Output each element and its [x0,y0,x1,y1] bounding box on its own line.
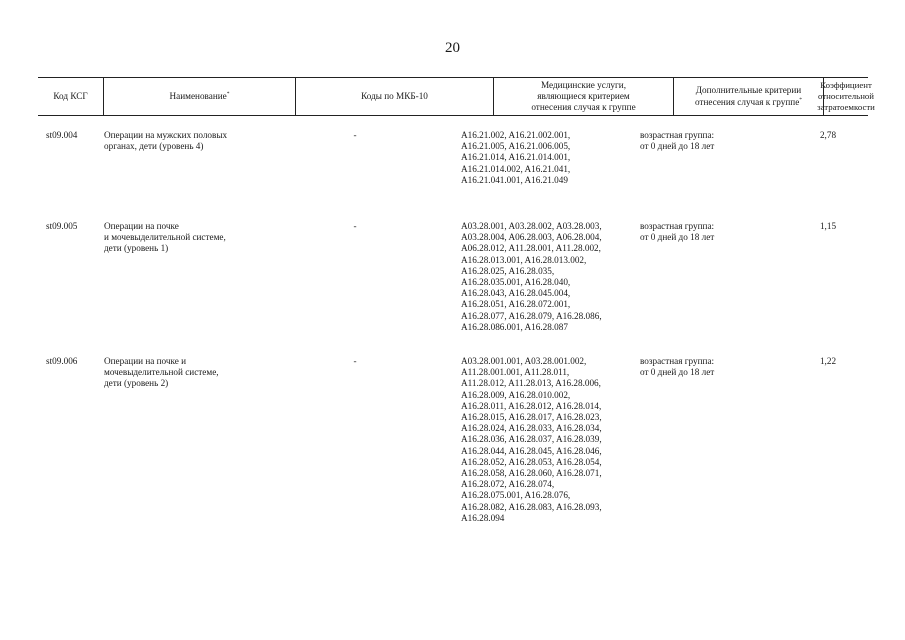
header-coef [817,78,875,115]
header-services-label: Медицинские услуги, являющиеся критерием отнесения случая к группе [531,79,636,113]
header-criteria [673,78,823,115]
row-mkb: - [353,221,357,231]
row-criteria: возрастная группа: от 0 дней до 18 лет [640,130,715,152]
row-criteria: возрастная группа: от 0 дней до 18 лет [640,356,715,378]
header-criteria-label: Дополнительные критерии отнесения случая к группе [694,85,802,107]
header-code-label: Код КСГ [53,90,88,101]
header-criteria-footnote-mark: * [799,96,803,103]
row-mkb: - [353,130,357,140]
row-services: A16.21.002, A16.21.002.001, A16.21.005, A16.21.006.005, A16.21.014, A16.21.014.001, A16.21.014.002, A16.21.041, A16.21.041.001, A16.21.049 [461,130,571,185]
header-name-label: Наименование [169,90,227,101]
row-services: A03.28.001.001, A03.28.001.002, A11.28.001.001, A11.28.011, A11.28.012, A11.28.013, A16.28.006, A16.28.009, A16.28.010.002, A16.28.011, A16.28.012, A16.28.014, A16.28.015, A16.28.017, A16.28.023, A16.28.024, A16.28.033, A16.28.034, A16.28.036, A16.28.037, A16.28.039, A16.28.044, A16.28.045, A16.28.046, A16.28.052, A16.28.053, A16.28.054, A16.28.058, A16.28.060, A16.28.071, A16.28.072, A16.28.074, A16.28.075.001, A16.28.076, A16.28.082, A16.28.083, A16.28.093, A16.28.094 [461,356,602,523]
row-mkb: - [353,356,357,366]
row-coef: 2,78 [819,130,837,140]
header-mkb [295,78,493,115]
header-services [493,78,673,115]
row-name: Операции на почке и мочевыделительной системе, дети (уровень 1) [104,221,226,254]
row-code: st09.006 [46,356,78,366]
header-name-footnote-mark: * [226,90,230,97]
row-coef: 1,15 [819,221,837,231]
row-criteria: возрастная группа: от 0 дней до 18 лет [640,221,715,243]
row-code: st09.005 [46,221,78,231]
page-number: 20 [445,40,460,56]
row-coef: 1,22 [819,356,837,366]
header-coef-label: Коэффициент относительной затратоемкости [817,79,875,113]
row-code: st09.004 [46,130,78,140]
header-name [103,78,295,115]
row-services: A03.28.001, A03.28.002, A03.28.003, A03.28.004, A06.28.003, A06.28.004, A06.28.012, A11.28.001, A11.28.002, A16.28.013.001, A16.28.013.002, A16.28.025, A16.28.035, A16.28.035.001, A16.28.040, A16.28.043, A16.28.045.004, A16.28.051, A16.28.072.001, A16.28.077, A16.28.079, A16.28.086, A16.28.086.001, A16.28.087 [461,221,602,332]
row-name: Операции на почке и мочевыделительной системе, дети (уровень 2) [104,356,219,389]
row-name: Операции на мужских половых органах, дети (уровень 4) [104,130,228,152]
header-code [38,78,103,115]
header-mkb-label: Коды по МКБ-10 [361,90,428,101]
table-header [38,77,875,116]
